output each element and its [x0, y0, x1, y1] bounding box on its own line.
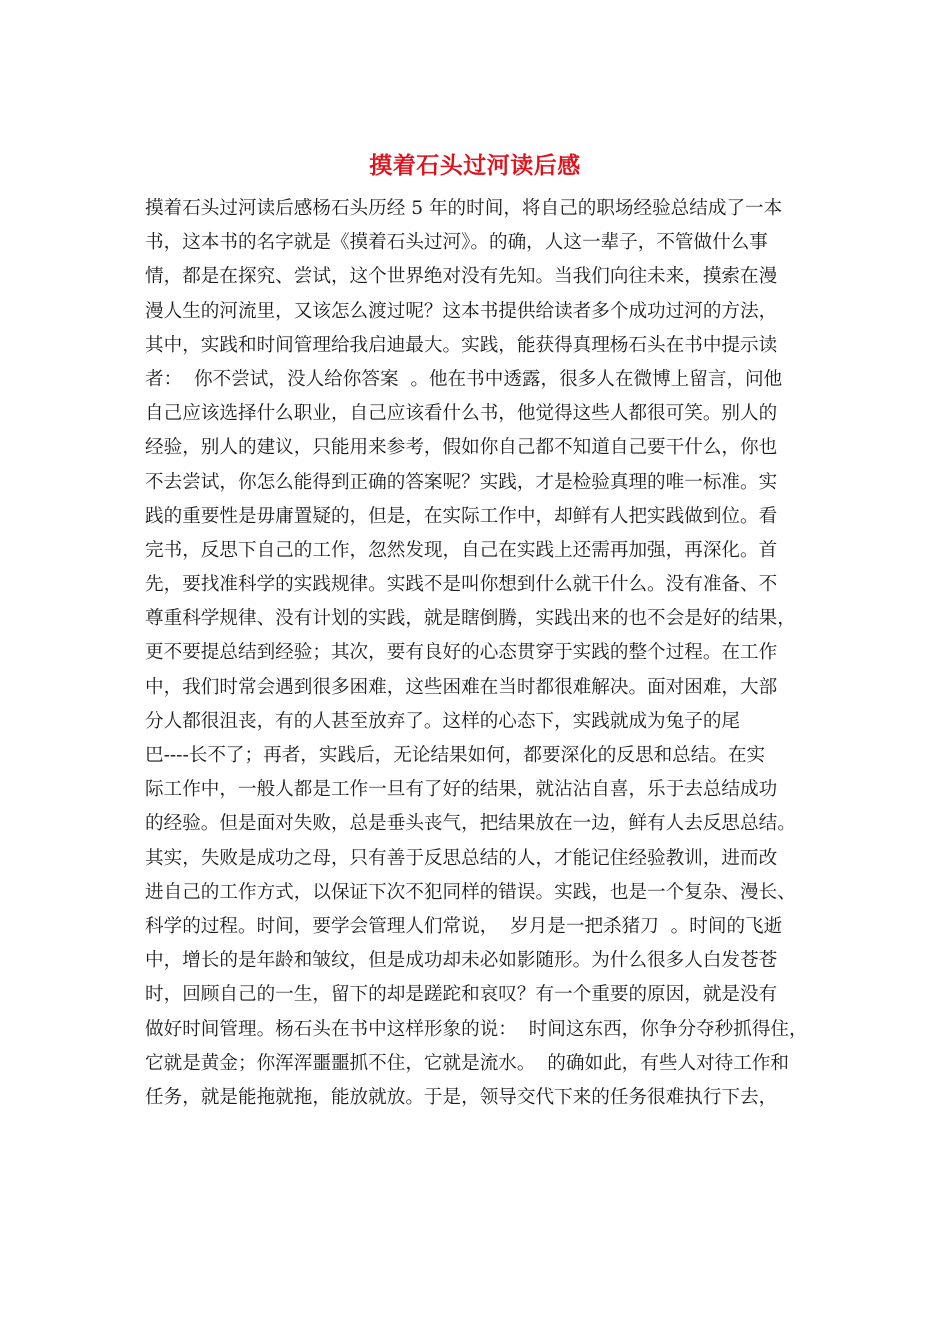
body-line: 的经验。但是面对失败，总是垂头丧气，把结果放在一边，鲜有人去反思总结。	[145, 813, 796, 835]
body-line: 分人都很沮丧，有的人甚至放弃了。这样的心态下，实践就成为兔子的尾	[145, 710, 741, 732]
body-line: 它就是黄金；你浑浑噩噩抓不住，它就是流水。 的确如此，有些人对待工作和	[145, 1052, 790, 1074]
body-line: 先，要找准科学的实践规律。实践不是叫你想到什么就干什么。没有准备、不	[145, 574, 778, 596]
body-line: 完书，反思下自己的工作，忽然发现，自己在实践上还需再加强，再深化。首	[145, 539, 778, 561]
body-line: 际工作中，一般人都是工作一旦有了好的结果，就沾沾自喜，乐于去总结成功	[145, 779, 778, 801]
document-body	[145, 192, 825, 1115]
body-line: 其实，失败是成功之母，只有善于反思总结的人，才能记住经验教训，进而改	[145, 847, 778, 869]
body-line: 中，增长的是年龄和皱纹，但是成功却未必如影随形。为什么很多人白发苍苍	[145, 950, 778, 972]
body-line: 不去尝试，你怎么能得到正确的答案呢？实践，才是检验真理的唯一标准。实	[145, 471, 778, 493]
body-line: 漫人生的河流里，又该怎么渡过呢？这本书提供给读者多个成功过河的方法，	[145, 300, 778, 322]
body-line: 情，都是在探究、尝试，这个世界绝对没有先知。当我们向往未来，摸索在漫	[145, 266, 778, 288]
body-line: 做好时间管理。杨石头在书中这样形象的说： 时间这东西，你争分夺秒抓得住，	[145, 1018, 808, 1040]
body-line: 任务，就是能拖就拖，能放就放。于是，领导交代下来的任务很难执行下去，	[145, 1086, 778, 1108]
body-line: 科学的过程。时间，要学会管理人们常说， 岁月是一把杀猪刀 。时间的飞逝	[145, 915, 783, 937]
body-line: 自己应该选择什么职业，自己应该看什么书，他觉得这些人都很可笑。别人的	[145, 403, 778, 425]
body-line: 时，回顾自己的一生，留下的却是蹉跎和哀叹？有一个重要的原因，就是没有	[145, 984, 778, 1006]
body-line: 者： 你不尝试，没人给你答案 。他在书中透露，很多人在微博上留言，问他	[145, 368, 783, 390]
body-line: 摸着石头过河读后感杨石头历经 5 年的时间，将自己的职场经验总结成了一本	[145, 198, 783, 219]
body-line: 中，我们时常会遇到很多困难，这些困难在当时都很难解决。面对困难，大部	[145, 676, 778, 698]
body-line: 巴----长不了；再者，实践后，无论结果如何，都要深化的反思和总结。在实	[145, 745, 766, 766]
body-line: 践的重要性是毋庸置疑的，但是，在实际工作中，却鲜有人把实践做到位。看	[145, 505, 778, 527]
body-line: 更不要提总结到经验；其次，要有良好的心态贯穿于实践的整个过程。在工作	[145, 642, 778, 664]
body-line: 经验，别人的建议，只能用来参考，假如你自己都不知道自己要干什么，你也	[145, 437, 778, 459]
body-line: 其中，实践和时间管理给我启迪最大。实践，能获得真理杨石头在书中提示读	[145, 334, 778, 356]
body-line: 进自己的工作方式，以保证下次不犯同样的错误。实践，也是一个复杂、漫长、	[145, 881, 796, 903]
document-title: 摸着石头过河读后感	[369, 152, 581, 179]
body-line: 书，这本书的名字就是《摸着石头过河》。的确，人这一辈子，不管做什么事	[145, 232, 768, 254]
body-line: 尊重科学规律、没有计划的实践，就是瞎倒腾，实践出来的也不会是好的结果，	[145, 608, 796, 630]
